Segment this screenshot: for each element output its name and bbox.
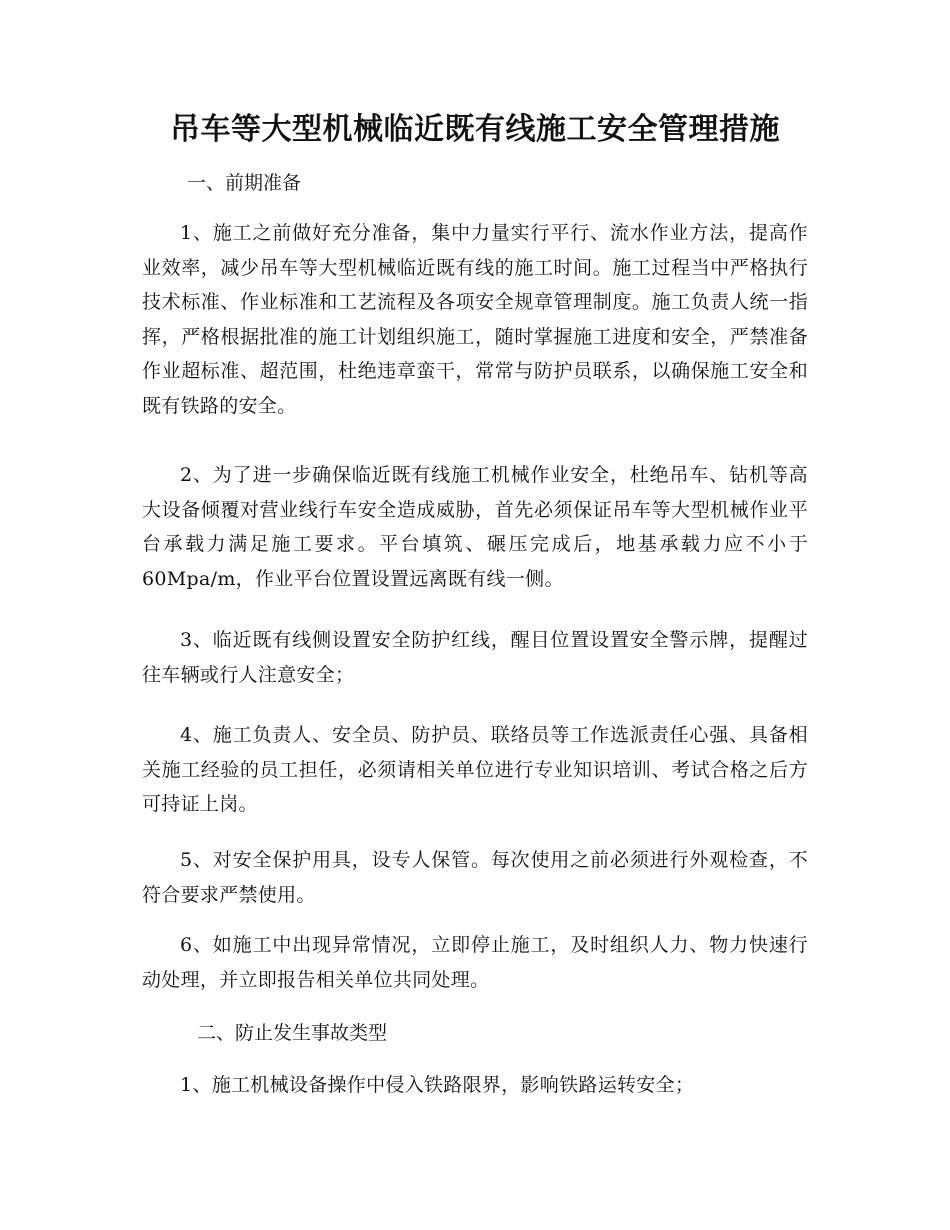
paragraph-item-5: 5、对安全保护用具，设专人保管。每次使用之前必须进行外观检查，不符合要求严禁使用。	[142, 849, 808, 906]
paragraph-item-3: 3、临近既有线侧设置安全防护红线，醒目位置设置安全警示牌，提醒过往车辆或行人注意安全；	[142, 629, 808, 686]
paragraph-item-2: 2、为了进一步确保临近既有线施工机械作业安全，杜绝吊车、钻机等高大设备倾覆对营业线行车安全造成威胁，首先必须保证吊车等大型机械作业平台承载力满足施工要求。平台填筑、碾压完成后，地基承载力应不小于60Mpa/m，作业平台位置设置远离既有线一侧。	[142, 464, 808, 590]
paragraph-item-4: 4、施工负责人、安全员、防护员、联络员等工作选派责任心强、具备相关施工经验的员工担任，必须请相关单位进行专业知识培训、考试合格之后方可持证上岗。	[142, 724, 808, 815]
paragraph-item-1: 1、施工之前做好充分准备，集中力量实行平行、流水作业方法，提高作业效率，减少吊车等大型机械临近既有线的施工时间。施工过程当中严格执行技术标准、作业标准和工艺流程及各项安全规章管理制度。施工负责人统一指挥，严格根据批准的施工计划组织施工，随时掌握施工进度和安全，严禁准备作业超标准、超范围，杜绝违章蛮干，常常与防护员联系，以确保施工安全和既有铁路的安全。	[142, 222, 808, 417]
paragraph-accident-item-1: 1、施工机械设备操作中侵入铁路限界，影响铁路运转安全；	[180, 1074, 695, 1096]
document-title: 吊车等大型机械临近既有线施工安全管理措施	[170, 112, 780, 147]
section-heading-accident-types: 二、防止发生事故类型	[197, 1022, 388, 1044]
section-heading-preparation: 一、前期准备	[187, 172, 302, 194]
paragraph-item-6: 6、如施工中出现异常情况，立即停止施工，及时组织人力、物力快速行动处理，并立即报告相关单位共同处理。	[142, 934, 808, 991]
